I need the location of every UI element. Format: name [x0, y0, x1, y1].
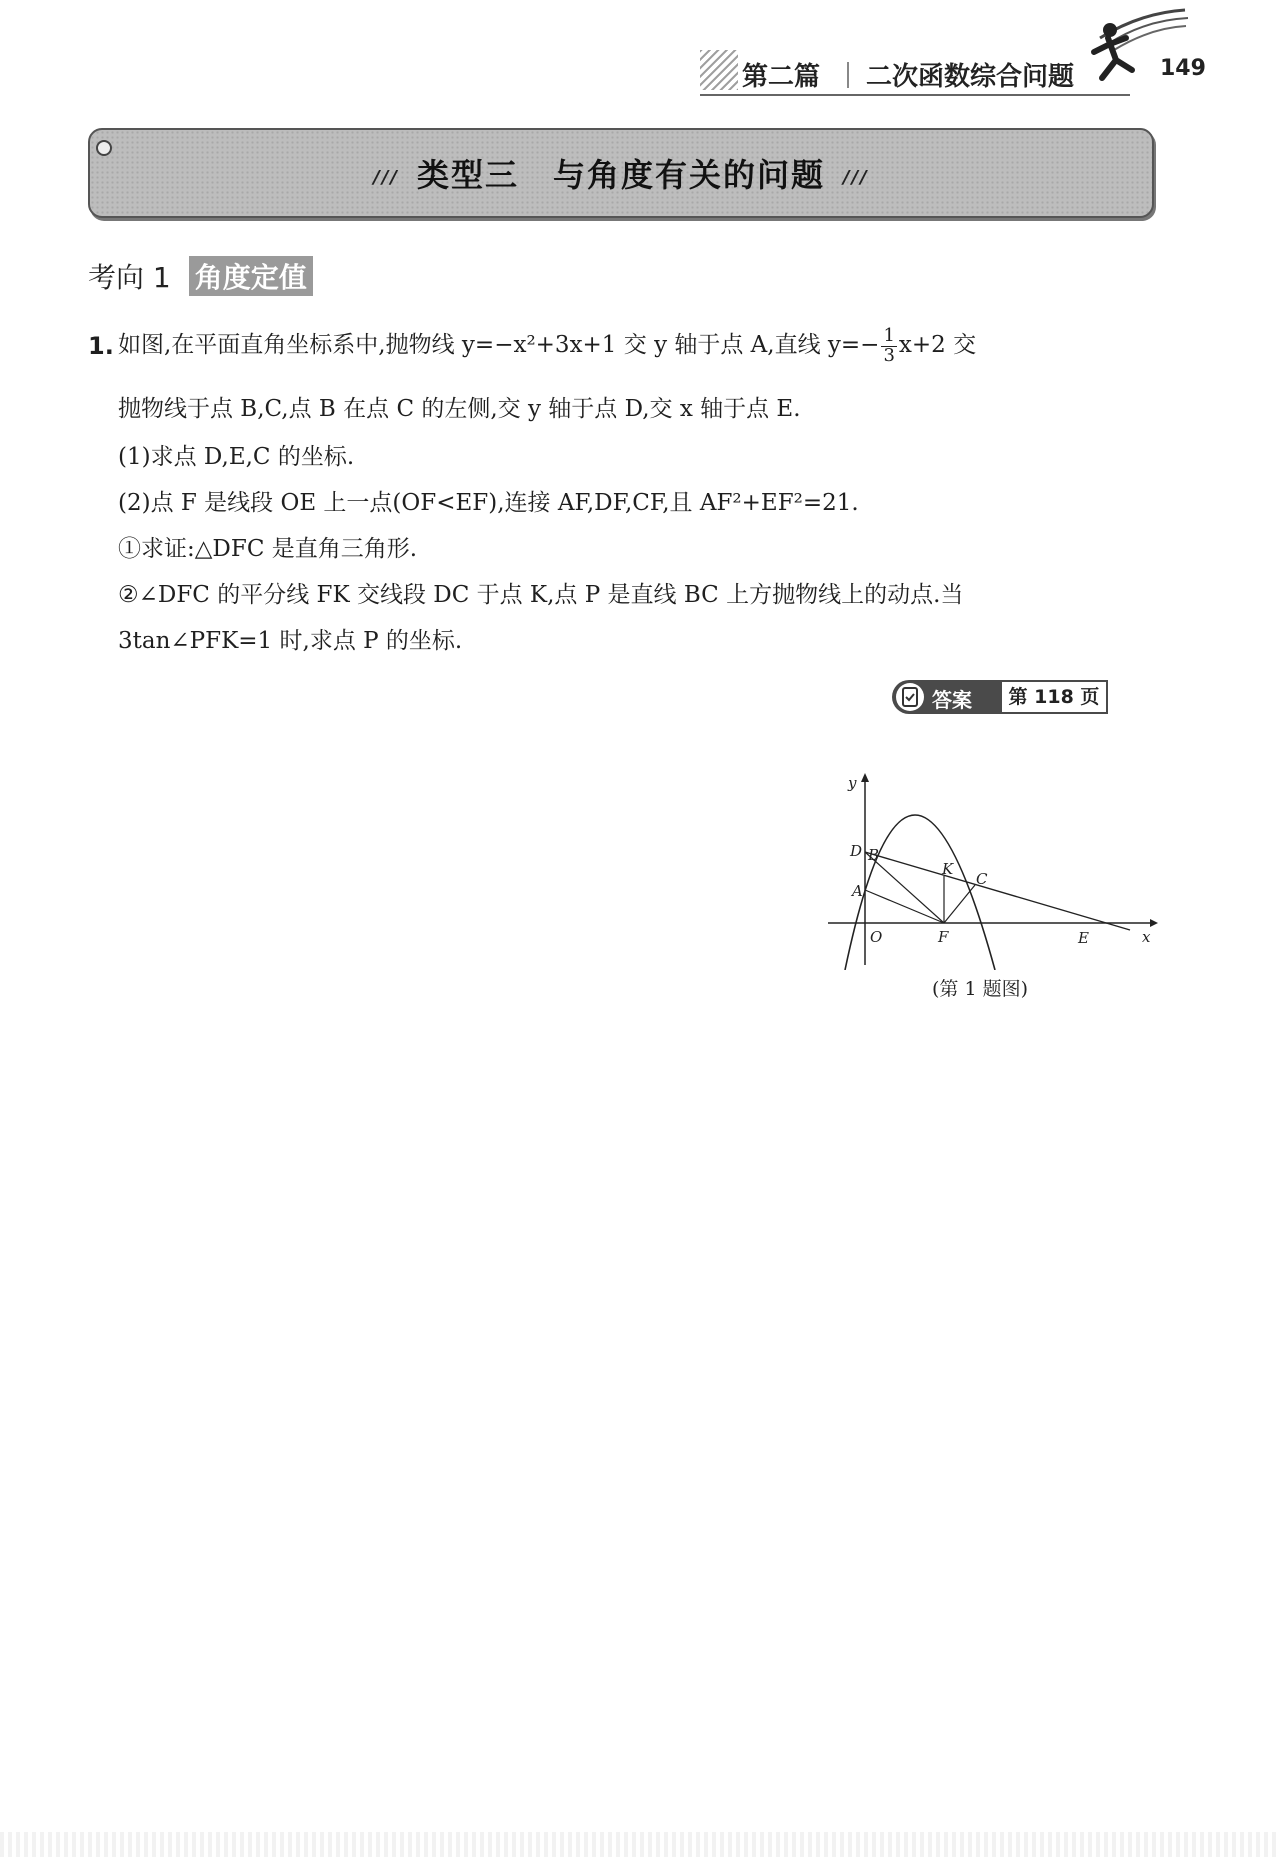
- problem-figure: [820, 770, 1160, 970]
- section-heading-label: 考向 1: [88, 261, 171, 294]
- header-topic: 二次函数综合问题: [866, 62, 1075, 92]
- answer-reference: [892, 680, 1108, 714]
- label-b: B: [868, 846, 880, 864]
- line-de: [865, 852, 1130, 930]
- segment-fc: [944, 885, 975, 923]
- section-tag: 角度定值: [189, 256, 313, 296]
- problem-line-1a: 如图,在平面直角坐标系中,抛物线 y=−x²+3x+1 交 y 轴于点 A,直线 y=−: [118, 332, 880, 358]
- problem-line-1b: x+2 交: [898, 332, 977, 358]
- problem-line-2: 抛物线于点 B,C,点 B 在点 C 的左侧,交 y 轴于点 D,交 x 轴于点 E.: [118, 396, 801, 422]
- header-chapter: 第二篇: [742, 62, 821, 92]
- header-hatch-decoration: [700, 50, 738, 90]
- problem-number: 1.: [88, 332, 114, 360]
- header-separator: [847, 62, 849, 88]
- problem-line-5: ①求证:△DFC 是直角三角形.: [118, 536, 418, 562]
- banner-title: 类型三 与角度有关的问题: [416, 156, 825, 194]
- banner-slash-left-icon: ///: [373, 166, 399, 188]
- y-axis-arrow-icon: [861, 773, 869, 782]
- label-x: x: [1142, 928, 1151, 946]
- label-f: F: [938, 928, 949, 946]
- answer-page: 第 118 页: [1000, 680, 1108, 714]
- fraction-numerator: 1: [883, 324, 895, 346]
- label-k: K: [942, 860, 954, 878]
- answer-label: 答案: [932, 688, 972, 712]
- label-c: C: [976, 870, 988, 888]
- figure-caption: (第 1 题图): [932, 978, 1028, 1000]
- label-o: O: [870, 928, 883, 946]
- label-a: A: [852, 882, 863, 900]
- page-number: 149: [1160, 56, 1206, 81]
- label-y: y: [848, 774, 857, 792]
- banner-slash-right-icon: ///: [843, 166, 869, 188]
- runner-logo-icon: [1080, 8, 1190, 98]
- label-d: D: [850, 842, 863, 860]
- bottom-edge-texture: [0, 1832, 1280, 1857]
- answer-check-icon: [896, 683, 924, 711]
- problem-line-3: (1)求点 D,E,C 的坐标.: [118, 444, 355, 470]
- section-banner: [88, 128, 1154, 218]
- problem-line-7: 3tan∠PFK=1 时,求点 P 的坐标.: [118, 628, 463, 654]
- problem-line-4: (2)点 F 是线段 OE 上一点(OF<EF),连接 AF,DF,CF,且 AF²+EF²=21.: [118, 490, 859, 516]
- problem-line-1: [118, 326, 976, 365]
- banner-title-row: [90, 150, 1152, 196]
- label-e: E: [1078, 929, 1089, 947]
- fraction-denominator: 3: [883, 344, 895, 366]
- answer-badge: [892, 680, 1000, 714]
- segment-af: [865, 890, 944, 923]
- problem-line-6: ②∠DFC 的平分线 FK 交线段 DC 于点 K,点 P 是直线 BC 上方抛物线上的动点.当: [118, 582, 964, 608]
- fraction-one-third: [881, 324, 896, 366]
- parabola-curve: [845, 815, 995, 970]
- header-rule: [700, 94, 1130, 96]
- section-heading: [88, 256, 313, 296]
- x-axis-arrow-icon: [1150, 919, 1158, 927]
